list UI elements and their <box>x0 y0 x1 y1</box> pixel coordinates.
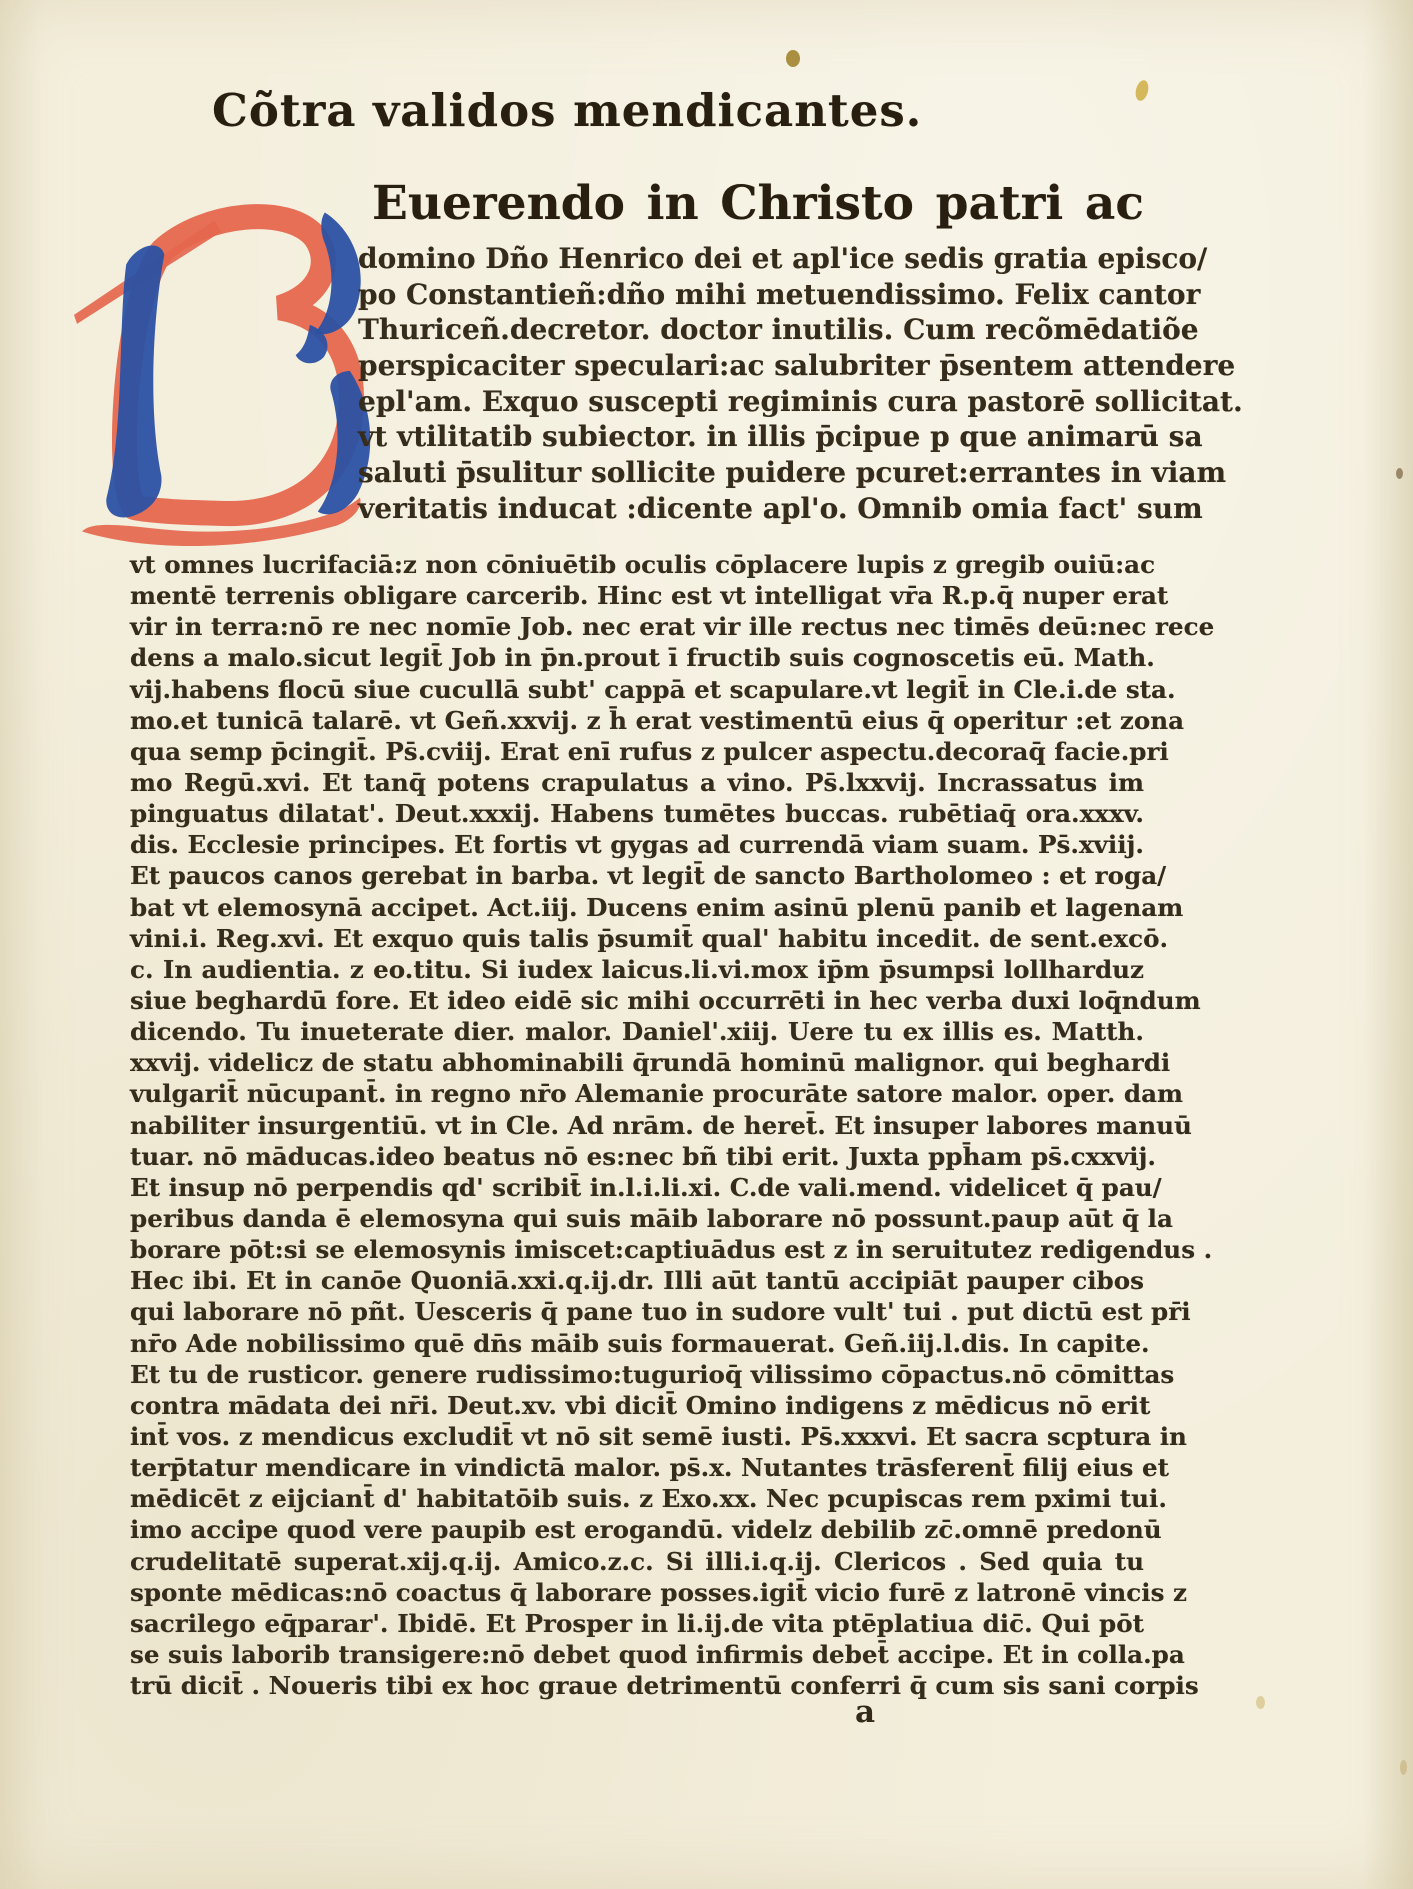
paper-stain <box>1400 1760 1407 1775</box>
text-line: Et tu de rusticor. genere rudissimo:tugurioq̄ vilissimo cōpactus.nō cōmittas <box>130 1359 1175 1389</box>
intro-paragraph <box>358 241 1243 527</box>
text-line: borare pōt:si se elemosynis imiscet:captiuādus est z in seruitutez redigendus . <box>130 1235 1213 1265</box>
text-line: sacrilego eq̄parar'. Ibidē. Et Prosper in li.ij.de vita ptēplatiua dic̄. Qui pōt <box>130 1608 1144 1638</box>
text-line: mēdicēt z eijciant̄ d' habitatōib suis. z Exo.xx. Nec pcupiscas rem pximi tui. <box>130 1484 1167 1514</box>
signature-mark: a <box>855 1694 876 1730</box>
text-line: mentē terrenis obligare carcerib. Hinc est vt intelligat vr̄a R.p.q̄ nuper erat <box>130 581 1169 611</box>
text-line: pinguatus dilatat'. Deut.xxxij. Habens tumētes buccas. rubētiaq̄ ora.xxxv. <box>130 799 1144 829</box>
text-line: tuar. nō māducas.ideo beatus nō es:nec bñ tibi erit. Juxta pph̄am ps̄.cxxvij. <box>130 1141 1156 1171</box>
text-line: se suis laborib transigere:nō debet quod infirmis debet̄ accipe. Et in colla.pa <box>130 1639 1185 1669</box>
text-line: siue beghardū fore. Et ideo eidē sic mihi occurrēti in hec verba duxi loq̄ndum <box>130 985 1201 1015</box>
text-line: nr̄o Ade nobilissimo quē dn̄s māib suis formauerat. Geñ.iij.l.dis. In capite. <box>130 1328 1150 1358</box>
text-line: mo Regū.xvi. Et tanq̄ potens crapulatus a vino. Ps̄.lxxvij. Incrassatus im <box>130 767 1144 797</box>
text-line: qui laborare nō pñt. Uesceris q̄ pane tuo in sudore vult' tui . put dictū est pr̄i <box>130 1297 1191 1327</box>
text-line: dens a malo.sicut legit̄ Job in p̄n.prout ī fructib suis cognoscetis eū. Math. <box>130 643 1155 673</box>
text-line: vir in terra:nō re nec nomīe Job. nec erat vir ille rectus nec timēs deū:nec rece <box>130 612 1215 642</box>
text-line: veritatis inducat :dicente apl'o. Omnib omia fact' sum <box>358 491 1203 525</box>
text-line: vini.i. Reg.xvi. Et exquo quis talis p̄sumit̄ qual' habitu incedit. de sent.excō. <box>130 923 1169 953</box>
text-line: epl'am. Exquo suscepti regiminis cura pastorē sollicitat. <box>358 384 1243 418</box>
text-line: trū dicit̄ . Noueris tibi ex hoc graue detrimentū conferri q̄ cum sis sani corpis <box>130 1671 1199 1701</box>
paper-stain <box>786 50 800 67</box>
text-line: int̄ vos. z mendicus excludit̄ vt nō sit semē iusti. Ps̄.xxxvi. Et sacra scptura in <box>130 1421 1187 1451</box>
text-line: po Constantieñ:dño mihi metuendissimo. Felix cantor <box>358 277 1201 311</box>
text-line: dicendo. Tu inueterate dier. malor. Daniel'.xiij. Uere tu ex illis es. Matth. <box>130 1017 1144 1047</box>
text-line: contra mādata dei nr̄i. Deut.xv. vbi dicit̄ Omino indigens z mēdicus nō erit <box>130 1390 1151 1420</box>
text-line: domino Dño Henrico dei et apl'ice sedis gratia episco/ <box>358 242 1208 275</box>
text-line: vt omnes lucrifaciā:z non cōniuētib oculis cōplacere lupis z gregib ouiū:ac <box>130 550 1156 579</box>
text-line: saluti p̄sulitur sollicite puidere pcuret:errantes in viam <box>358 456 1227 490</box>
paper-stain <box>1396 468 1403 479</box>
text-line: Et paucos canos gerebat in barba. vt legit̄ de sancto Bartholomeo : et roga/ <box>130 861 1167 891</box>
text-line: perspicaciter speculari:ac salubriter p̄sentem attendere <box>358 349 1236 383</box>
text-line: vt vtilitatib subiector. in illis p̄cipue p que animarū sa <box>358 420 1203 454</box>
text-line: Et insup nō perpendis qd' scribit̄ in.l.i.li.xi. C.de vali.mend. videlicet q̄ pau/ <box>130 1172 1162 1202</box>
text-line: peribus danda ē elemosyna qui suis māib laborare nō possunt.paup aūt q̄ la <box>130 1203 1173 1233</box>
drop-cap-initial-R <box>74 176 380 550</box>
text-line: dis. Ecclesie principes. Et fortis vt gygas ad currendā viam suam. Ps̄.xviij. <box>130 830 1144 860</box>
illuminated-initial-icon <box>74 176 380 550</box>
text-line: sponte mēdicas:nō coactus q̄ laborare posses.igit̄ vicio furē z latronē vincis z <box>130 1577 1187 1607</box>
text-line: mo.et tunicā talarē. vt Geñ.xxvij. z h̄ erat vestimentū eius q̄ operitur :et zona <box>130 705 1185 735</box>
page-title: Cõtra validos mendicantes. <box>212 84 923 137</box>
text-line: Thuriceñ.decretor. doctor inutilis. Cum recõmēdatiõe <box>358 313 1199 347</box>
text-line: bat vt elemosynā accipet. Act.iij. Ducens enim asinū plenū panib et lagenam <box>130 892 1184 922</box>
text-line: vulgarit̄ nūcupant̄. in regno nr̄o Alemanie procurāte satore malor. oper. dam <box>130 1079 1184 1109</box>
text-line: Hec ibi. Et in canōe Quoniā.xxi.q.ij.dr. Illi aūt tantū accipiāt pauper cibos <box>130 1266 1144 1296</box>
text-line: c. In audientia. z eo.titu. Si iudex laicus.li.vi.mox ip̄m p̄sumpsi lollharduz <box>130 954 1144 984</box>
paper-stain <box>1256 1696 1265 1709</box>
text-line: vij.habens flocū siue cucullā subt' cappā et scapulare.vt legit̄ in Cle.i.de sta. <box>130 674 1176 704</box>
body-text <box>130 549 1215 1701</box>
text-line: xxvij. videlicz de statu abhominabili q̄rundā hominū malignor. qui beghardi <box>130 1048 1171 1078</box>
text-line: qua semp p̄cingit̄. Ps̄.cviij. Erat enī rufus z pulcer aspectu.decoraq̄ facie.pri <box>130 736 1169 766</box>
text-line: terp̄tatur mendicare in vindictā malor. ps̄.x. Nutantes trāsferent̄ filij eius et <box>130 1453 1169 1483</box>
text-line: nabiliter insurgentiū. vt in Cle. Ad nrām. de heret̄. Et insuper labores manuū <box>130 1110 1192 1140</box>
opening-line: Euerendo in Christo patri ac <box>372 176 1144 231</box>
text-line: imo accipe quod vere paupib est erogandū. videlz debilib zc̄.omnē predonū <box>130 1515 1162 1545</box>
text-line: crudelitatē superat.xij.q.ij. Amico.z.c. Si illi.i.q.ij. Clericos . Sed quia tu <box>130 1546 1144 1576</box>
